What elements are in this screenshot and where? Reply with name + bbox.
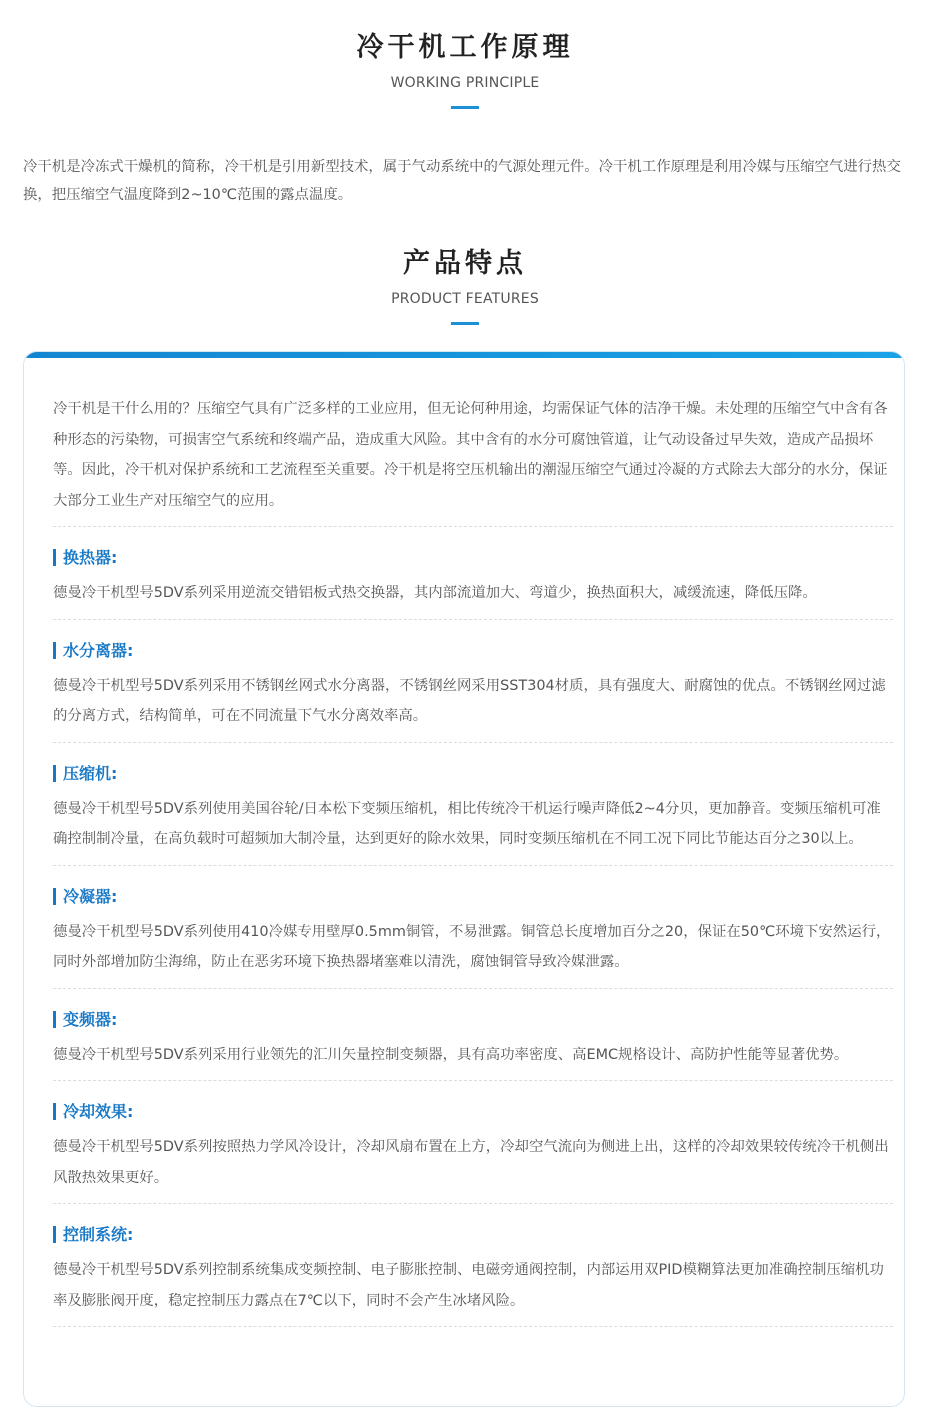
feature-desc: 德曼冷干机型号5DV系列按照热力学风冷设计，冷却风扇布置在上方，冷却空气流向为侧进上出，这样的冷却效果较传统冷干机侧出风散热效果更好。 xyxy=(53,1139,889,1186)
principle-text: 冷干机是冷冻式干燥机的简称，冷干机是引用新型技术，属于气动系统中的气源处理元件。冷干机工作原理是利用冷媒与压缩空气进行热交换，把压缩空气温度降到2~10℃范围的露点温度。 xyxy=(23,159,901,203)
features-subtitle: PRODUCT FEATURES xyxy=(391,291,539,307)
feature-item xyxy=(53,743,893,866)
feature-desc: 德曼冷干机型号5DV系列采用行业领先的汇川矢量控制变频器，具有高功率密度、高EMC规格设计、高防护性能等显著优势。 xyxy=(53,1046,849,1063)
feature-item xyxy=(53,1204,893,1327)
feature-title: 换热器: xyxy=(53,549,893,566)
feature-item xyxy=(53,989,893,1082)
feature-item xyxy=(53,527,893,620)
feature-item xyxy=(53,1081,893,1204)
feature-desc: 德曼冷干机型号5DV系列采用逆流交错铝板式热交换器，其内部流道加大、弯道少，换热面积大，减缓流速，降低压降。 xyxy=(53,585,817,601)
principle-title: 冷干机工作原理 xyxy=(356,32,574,63)
feature-title: 压缩机: xyxy=(53,765,893,782)
features-lead: 冷干机是干什么用的？压缩空气具有广泛多样的工业应用，但无论何种用途，均需保证气体的洁净干燥。未处理的压缩空气中含有各种形态的污染物，可损害空气系统和终端产品，造成重大风险。其中含有的水分可腐蚀管道，让气动设备过早失效，造成产品损坏等。因此，冷干机对保护系统和工艺流程至关重要。冷干机是将空压机输出的潮湿压缩空气通过冷凝的方式除去大部分的水分，保证大部分工业生产对压缩空气的应用。 xyxy=(53,394,893,527)
feature-title: 变频器: xyxy=(53,1011,893,1028)
feature-desc: 德曼冷干机型号5DV系列采用不锈钢丝网式水分离器，不锈钢丝网采用SST304材质，具有强度大、耐腐蚀的优点。不锈钢丝网过滤的分离方式，结构简单，可在不同流量下气水分离效率高。 xyxy=(53,677,886,724)
feature-desc: 德曼冷干机型号5DV系列使用410冷媒专用壁厚0.5mm铜管，不易泄露。铜管总长度增加百分之20，保证在50℃环境下安然运行，同时外部增加防尘海绵，防止在恶劣环境下换热器堵塞难以清洗，腐蚀铜管导致冷媒泄露。 xyxy=(53,923,891,970)
principle-subtitle: WORKING PRINCIPLE xyxy=(390,75,540,91)
feature-title: 冷凝器: xyxy=(53,888,893,905)
title-underline xyxy=(451,106,479,109)
feature-title: 控制系统: xyxy=(53,1226,893,1243)
feature-desc: 德曼冷干机型号5DV系列控制系统集成变频控制、电子膨胀控制、电磁旁通阀控制，内部运用双PID模糊算法更加准确控制压缩机功率及膨胀阀开度，稳定控制压力露点在7℃以下，同时不会产生冰堵风险。 xyxy=(53,1262,884,1309)
principle-header xyxy=(0,30,930,109)
feature-desc: 德曼冷干机型号5DV系列使用美国谷轮/日本松下变频压缩机，相比传统冷干机运行噪声降低2~4分贝，更加静音。变频压缩机可准确控制制冷量，在高负载时可超频加大制冷量，达到更好的除水效果，同时变频压缩机在不同工况下同比节能达百分之30以上。 xyxy=(53,800,881,847)
title-underline xyxy=(451,322,479,325)
feature-item xyxy=(53,866,893,989)
features-header xyxy=(0,246,930,325)
features-card xyxy=(23,351,905,1407)
feature-item xyxy=(53,620,893,743)
features-title: 产品特点 xyxy=(403,248,527,279)
feature-title: 冷却效果: xyxy=(53,1103,893,1120)
feature-title: 水分离器: xyxy=(53,642,893,659)
